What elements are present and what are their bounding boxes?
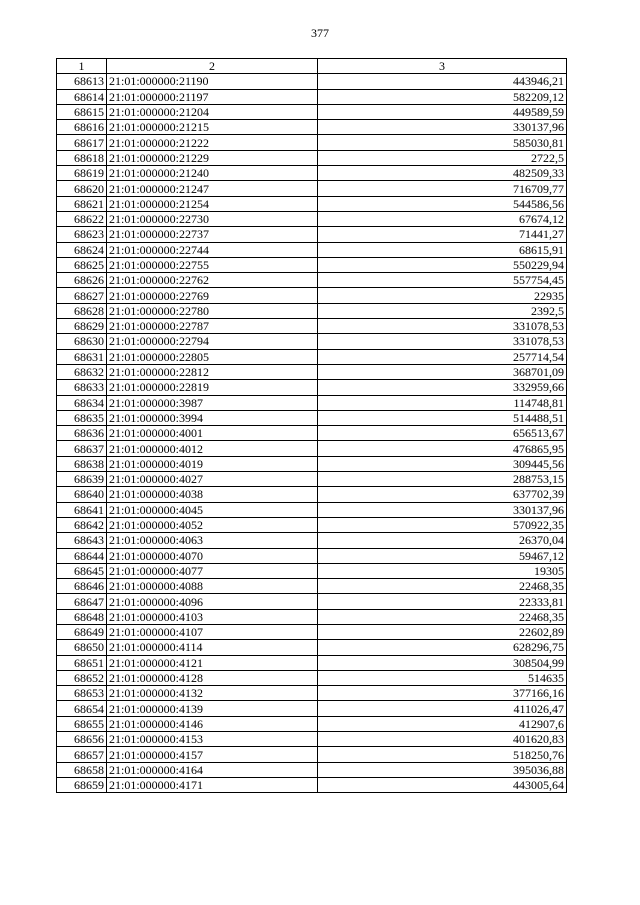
row-number-cell: 68656 [57, 732, 107, 747]
value-cell: 288753,15 [318, 472, 567, 487]
table-row [57, 732, 567, 747]
value-cell: 22935 [318, 288, 567, 303]
cadastral-number-cell: 21:01:000000:4139 [107, 701, 318, 716]
cadastral-number-cell: 21:01:000000:21247 [107, 181, 318, 196]
row-number-cell: 68626 [57, 273, 107, 288]
table-row [57, 242, 567, 257]
cadastral-number-cell: 21:01:000000:4146 [107, 716, 318, 731]
value-cell: 544586,56 [318, 196, 567, 211]
value-cell: 330137,96 [318, 120, 567, 135]
value-cell: 368701,09 [318, 364, 567, 379]
value-cell: 716709,77 [318, 181, 567, 196]
table-row [57, 640, 567, 655]
table-row [57, 395, 567, 410]
value-cell: 67674,12 [318, 211, 567, 226]
table-row [57, 548, 567, 563]
cadastral-number-cell: 21:01:000000:4001 [107, 426, 318, 441]
value-cell: 656513,67 [318, 426, 567, 441]
cadastral-number-cell: 21:01:000000:4077 [107, 563, 318, 578]
value-cell: 2722,5 [318, 150, 567, 165]
column-header-3: 3 [318, 59, 567, 74]
table-header-row [57, 59, 567, 74]
value-cell: 257714,54 [318, 349, 567, 364]
table-row [57, 716, 567, 731]
row-number-cell: 68648 [57, 609, 107, 624]
cadastral-number-cell: 21:01:000000:22780 [107, 303, 318, 318]
row-number-cell: 68630 [57, 334, 107, 349]
cadastral-number-cell: 21:01:000000:22755 [107, 257, 318, 272]
cadastral-number-cell: 21:01:000000:4019 [107, 456, 318, 471]
row-number-cell: 68657 [57, 747, 107, 762]
cadastral-number-cell: 21:01:000000:22805 [107, 349, 318, 364]
row-number-cell: 68640 [57, 487, 107, 502]
row-number-cell: 68652 [57, 670, 107, 685]
cadastral-number-cell: 21:01:000000:22769 [107, 288, 318, 303]
cadastral-number-cell: 21:01:000000:4045 [107, 502, 318, 517]
value-cell: 401620,83 [318, 732, 567, 747]
value-cell: 331078,53 [318, 319, 567, 334]
row-number-cell: 68654 [57, 701, 107, 716]
row-number-cell: 68638 [57, 456, 107, 471]
row-number-cell: 68643 [57, 533, 107, 548]
cadastral-number-cell: 21:01:000000:21190 [107, 74, 318, 89]
value-cell: 585030,81 [318, 135, 567, 150]
value-cell: 514635 [318, 670, 567, 685]
value-cell: 443005,64 [318, 777, 567, 792]
row-number-cell: 68646 [57, 579, 107, 594]
row-number-cell: 68622 [57, 211, 107, 226]
table-row [57, 579, 567, 594]
table-row [57, 502, 567, 517]
row-number-cell: 68617 [57, 135, 107, 150]
cadastral-number-cell: 21:01:000000:4121 [107, 655, 318, 670]
row-number-cell: 68616 [57, 120, 107, 135]
row-number-cell: 68651 [57, 655, 107, 670]
value-cell: 449589,59 [318, 104, 567, 119]
row-number-cell: 68621 [57, 196, 107, 211]
value-cell: 308504,99 [318, 655, 567, 670]
row-number-cell: 68649 [57, 624, 107, 639]
value-cell: 557754,45 [318, 273, 567, 288]
table-row [57, 319, 567, 334]
table-row [57, 303, 567, 318]
value-cell: 332959,66 [318, 380, 567, 395]
table-row [57, 487, 567, 502]
table-row [57, 762, 567, 777]
value-cell: 412907,6 [318, 716, 567, 731]
data-table [56, 58, 567, 793]
cadastral-number-cell: 21:01:000000:22819 [107, 380, 318, 395]
table-row [57, 441, 567, 456]
table-row [57, 609, 567, 624]
row-number-cell: 68653 [57, 686, 107, 701]
cadastral-number-cell: 21:01:000000:4038 [107, 487, 318, 502]
table-row [57, 426, 567, 441]
table-row [57, 196, 567, 211]
value-cell: 19305 [318, 563, 567, 578]
table-row [57, 777, 567, 792]
table-row [57, 747, 567, 762]
value-cell: 59467,12 [318, 548, 567, 563]
row-number-cell: 68636 [57, 426, 107, 441]
cadastral-number-cell: 21:01:000000:4088 [107, 579, 318, 594]
row-number-cell: 68620 [57, 181, 107, 196]
row-number-cell: 68645 [57, 563, 107, 578]
value-cell: 71441,27 [318, 227, 567, 242]
row-number-cell: 68655 [57, 716, 107, 731]
row-number-cell: 68615 [57, 104, 107, 119]
table-row [57, 364, 567, 379]
table-row [57, 624, 567, 639]
table-row [57, 594, 567, 609]
value-cell: 377166,16 [318, 686, 567, 701]
row-number-cell: 68635 [57, 410, 107, 425]
row-number-cell: 68658 [57, 762, 107, 777]
cadastral-number-cell: 21:01:000000:21222 [107, 135, 318, 150]
row-number-cell: 68625 [57, 257, 107, 272]
value-cell: 482509,33 [318, 166, 567, 181]
column-header-1: 1 [57, 59, 107, 74]
table-row [57, 701, 567, 716]
page-number: 377 [311, 26, 329, 40]
cadastral-number-cell: 21:01:000000:22744 [107, 242, 318, 257]
table-row [57, 655, 567, 670]
row-number-cell: 68613 [57, 74, 107, 89]
table-row [57, 533, 567, 548]
table-row [57, 670, 567, 685]
row-number-cell: 68642 [57, 517, 107, 532]
cadastral-number-cell: 21:01:000000:21229 [107, 150, 318, 165]
row-number-cell: 68647 [57, 594, 107, 609]
value-cell: 22468,35 [318, 579, 567, 594]
value-cell: 476865,95 [318, 441, 567, 456]
value-cell: 570922,35 [318, 517, 567, 532]
cadastral-number-cell: 21:01:000000:4063 [107, 533, 318, 548]
row-number-cell: 68624 [57, 242, 107, 257]
value-cell: 22602,89 [318, 624, 567, 639]
cadastral-number-cell: 21:01:000000:4012 [107, 441, 318, 456]
cadastral-number-cell: 21:01:000000:4114 [107, 640, 318, 655]
cadastral-number-cell: 21:01:000000:4132 [107, 686, 318, 701]
value-cell: 518250,76 [318, 747, 567, 762]
cadastral-number-cell: 21:01:000000:3987 [107, 395, 318, 410]
row-number-cell: 68629 [57, 319, 107, 334]
value-cell: 22333,81 [318, 594, 567, 609]
row-number-cell: 68619 [57, 166, 107, 181]
cadastral-number-cell: 21:01:000000:21197 [107, 89, 318, 104]
cadastral-number-cell: 21:01:000000:22737 [107, 227, 318, 242]
cadastral-number-cell: 21:01:000000:4052 [107, 517, 318, 532]
cadastral-number-cell: 21:01:000000:4027 [107, 472, 318, 487]
value-cell: 331078,53 [318, 334, 567, 349]
value-cell: 114748,81 [318, 395, 567, 410]
row-number-cell: 68644 [57, 548, 107, 563]
cadastral-number-cell: 21:01:000000:22787 [107, 319, 318, 334]
value-cell: 443946,21 [318, 74, 567, 89]
table-row [57, 257, 567, 272]
cadastral-number-cell: 21:01:000000:4157 [107, 747, 318, 762]
value-cell: 309445,56 [318, 456, 567, 471]
value-cell: 395036,88 [318, 762, 567, 777]
row-number-cell: 68614 [57, 89, 107, 104]
cadastral-number-cell: 21:01:000000:4096 [107, 594, 318, 609]
cadastral-number-cell: 21:01:000000:3994 [107, 410, 318, 425]
value-cell: 550229,94 [318, 257, 567, 272]
row-number-cell: 68628 [57, 303, 107, 318]
row-number-cell: 68631 [57, 349, 107, 364]
table-row [57, 410, 567, 425]
table-row [57, 686, 567, 701]
table-row [57, 563, 567, 578]
value-cell: 2392,5 [318, 303, 567, 318]
value-cell: 26370,04 [318, 533, 567, 548]
table-row [57, 104, 567, 119]
cadastral-number-cell: 21:01:000000:4128 [107, 670, 318, 685]
cadastral-number-cell: 21:01:000000:4153 [107, 732, 318, 747]
cadastral-number-cell: 21:01:000000:21215 [107, 120, 318, 135]
value-cell: 514488,51 [318, 410, 567, 425]
table-row [57, 273, 567, 288]
cadastral-number-cell: 21:01:000000:22812 [107, 364, 318, 379]
row-number-cell: 68659 [57, 777, 107, 792]
cadastral-number-cell: 21:01:000000:4171 [107, 777, 318, 792]
table-row [57, 166, 567, 181]
table-row [57, 74, 567, 89]
table-row [57, 120, 567, 135]
value-cell: 637702,39 [318, 487, 567, 502]
table-row [57, 349, 567, 364]
cadastral-number-cell: 21:01:000000:22794 [107, 334, 318, 349]
row-number-cell: 68618 [57, 150, 107, 165]
cadastral-number-cell: 21:01:000000:4164 [107, 762, 318, 777]
table-row [57, 89, 567, 104]
value-cell: 330137,96 [318, 502, 567, 517]
cadastral-number-cell: 21:01:000000:4107 [107, 624, 318, 639]
cadastral-number-cell: 21:01:000000:4070 [107, 548, 318, 563]
column-header-2: 2 [107, 59, 318, 74]
row-number-cell: 68641 [57, 502, 107, 517]
table-row [57, 288, 567, 303]
row-number-cell: 68627 [57, 288, 107, 303]
row-number-cell: 68633 [57, 380, 107, 395]
cadastral-number-cell: 21:01:000000:21240 [107, 166, 318, 181]
table-row [57, 456, 567, 471]
table-row [57, 181, 567, 196]
row-number-cell: 68650 [57, 640, 107, 655]
row-number-cell: 68632 [57, 364, 107, 379]
value-cell: 68615,91 [318, 242, 567, 257]
cadastral-number-cell: 21:01:000000:4103 [107, 609, 318, 624]
table-row [57, 211, 567, 226]
row-number-cell: 68634 [57, 395, 107, 410]
value-cell: 22468,35 [318, 609, 567, 624]
cadastral-number-cell: 21:01:000000:21204 [107, 104, 318, 119]
table-row [57, 150, 567, 165]
cadastral-number-cell: 21:01:000000:22730 [107, 211, 318, 226]
value-cell: 582209,12 [318, 89, 567, 104]
table-row [57, 135, 567, 150]
row-number-cell: 68623 [57, 227, 107, 242]
value-cell: 411026,47 [318, 701, 567, 716]
table-row [57, 227, 567, 242]
row-number-cell: 68639 [57, 472, 107, 487]
cadastral-number-cell: 21:01:000000:22762 [107, 273, 318, 288]
table-row [57, 334, 567, 349]
cadastral-number-cell: 21:01:000000:21254 [107, 196, 318, 211]
table-row [57, 472, 567, 487]
table-body [57, 74, 567, 793]
table-row [57, 380, 567, 395]
table-row [57, 517, 567, 532]
value-cell: 628296,75 [318, 640, 567, 655]
row-number-cell: 68637 [57, 441, 107, 456]
